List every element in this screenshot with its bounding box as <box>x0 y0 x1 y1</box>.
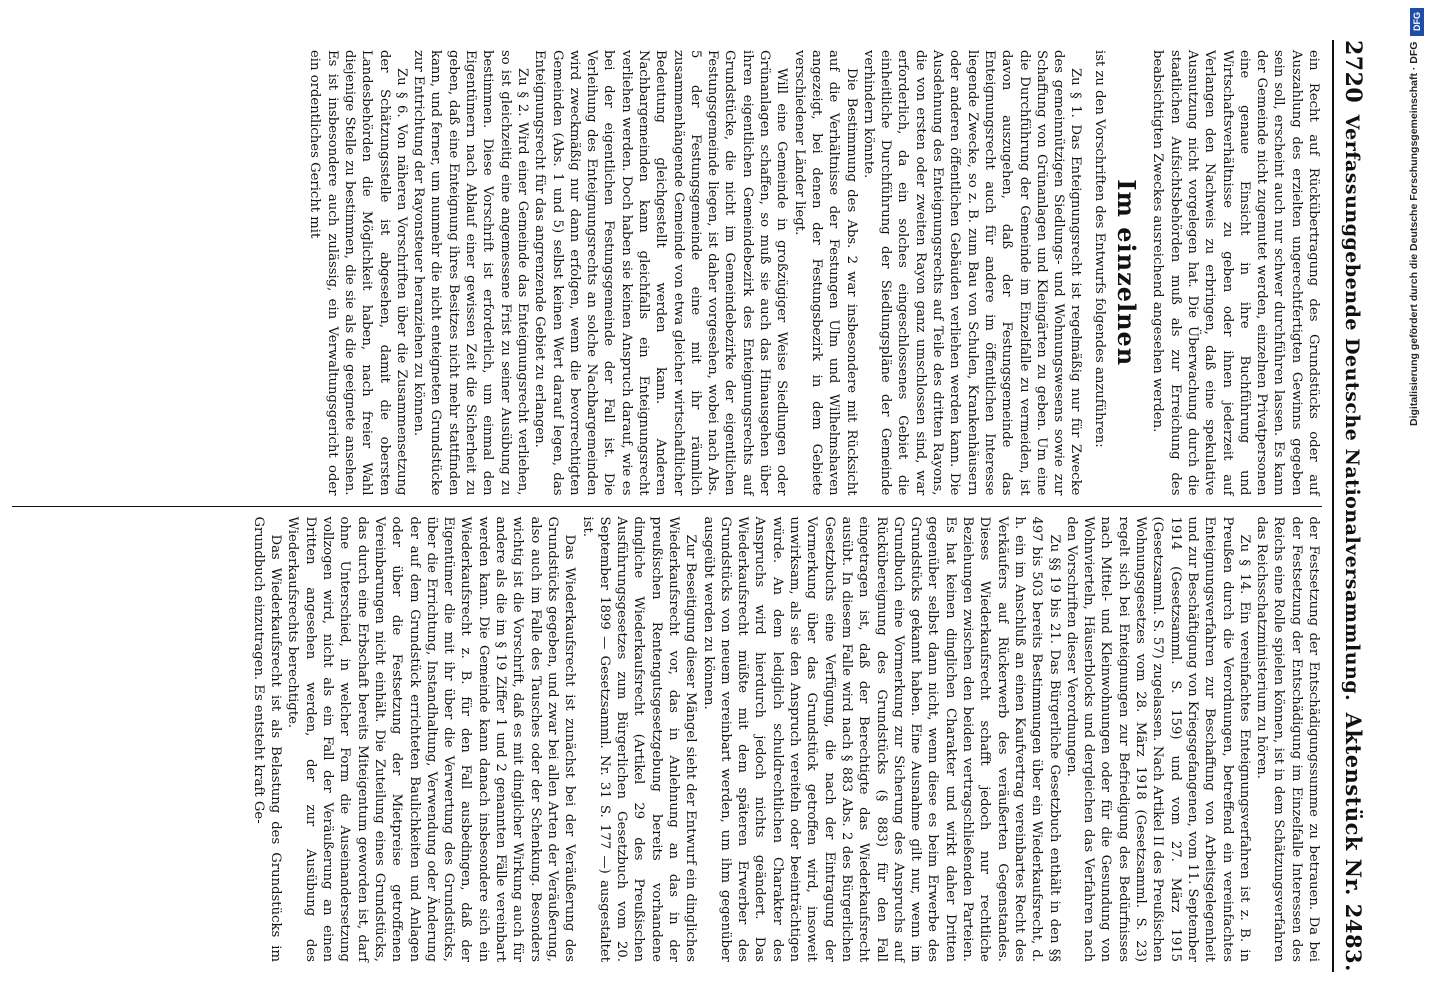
page-number: 2720 <box>1340 40 1366 104</box>
dfg-logo: DFG <box>1410 8 1424 36</box>
paragraph: der Festsetzung der Entschädigungssumme zu betrauen. Da bei der Festsetzung der Entschädigung im Einzelfalle Interessen des Reichs eine Rolle spielen können, ist in dem Schätzungsverfahren das Reichsschatzministerium zu hören. <box>1254 516 1321 962</box>
publication-title: Verfassunggebende Deutsche Nationalversammlung. <box>1341 114 1363 702</box>
paragraph: ist zu den Vorschriften des Entwurfs folgendes anzuführen: <box>1091 50 1107 448</box>
paragraph: Die Bestimmung des Abs. 2 war insbesondere mit Rücksicht auf die Verhältnisse der Festungen Ulm und Wilhelmshaven angezeigt, bei denen der Festungsbezirk in dem Gebiete verschiedener Länder liegt. <box>791 50 859 496</box>
paragraph: ein Recht auf Rückübertragung des Grundstücks oder auf Auszahlung des erzielten ungerechtfertigten Gewinns gegeben sein soll, erscheint auch nur schwer durchführen lassen. Es kann der Gemeinde nicht zugemutet werden, einzelnen Privatpersonen eine genaue Einsicht in ihre Buchführung und Wirtschaftsverhältnisse zu geben oder ihnen jederzeit auf Verlangen den Nachweis zu erbringen, daß eine spekulative Ausnutzung nicht vorgelegen hat. Die Überwachung durch die staatlichen Aufsichtsbehörden muß als zur Erreichung des beabsichtigten Zweckes ausreichend angesehen werden. <box>1150 50 1321 496</box>
paragraph: Zu § 2. Wird einer Gemeinde das Enteignungsrecht verliehen, so ist gleichzeitig eine angemessene Frist zu seiner Ausübung zu bestimmen. Diese Vorschrift ist erforderlich, um einmal den Eigentümern nach Ablauf einer gewissen Zeit die Sicherheit zu geben, daß eine Enteignung ihres Besitzes nicht mehr stattfinden kann, und ferner, um nunmehr die nicht enteigneten Grundstücke zur Entrichtung der Rayonsteuer heranziehen zu können. <box>411 50 530 496</box>
section-heading: Im einzelnen <box>1112 179 1142 367</box>
digitization-sidebar <box>1400 0 1434 1000</box>
paragraph: Zu § 1. Das Enteignungsrecht ist regelmäßig nur für Zwecke des gemeinnützigen Siedlungs- und Wohnungswesens sowie zur Schaffung von Grünanlagen und Kleingärten zu geben. Um eine die Durchführung der Gemeinde im Einzelfalle zu vermeiden, ist davon auszugehen, daß der Festungsgemeinde das Enteignungsrecht auch für andere im öffentlichen Interesse liegende Zwecke, so z. B. zum Bau von Schulen, Krankenhäusern oder anderen öffentlichen Gebäuden verliehen werden kann. Die Ausdehnung des Enteignungsrechts auf Teile des dritten Rayons, die von ersten oder zweiten Rayon ganz umschlossen sind, war erforderlich, da ein solches eingeschlossenes Gebiet die einheitliche Durchführung der Siedlungspläne der Gemeinde verhindern könnte. <box>860 50 1084 496</box>
paragraph: Zu § 6. Von näheren Vorschriften über die Zusammensetzung der Schätzungsstelle ist abgesehen, damit die obersten Landesbehörden die Möglichkeit haben, nach freier Wahl diejenige Stelle zu bestimmen, die sie als die geeignete ansehen. Es ist insbesondere auch zulässig, ein Verwaltungsgericht oder ein ordentliches Gericht mit <box>307 50 409 496</box>
left-column <box>12 40 1322 506</box>
text-columns <box>12 40 1322 972</box>
paragraph: Zu § 14. Ein vereinfachtes Enteignungsverfahren ist z. B. in Preußen durch die Verordnungen, betreffend ein vereinfachtes Enteignungsverfahren zur Beschaffung von Arbeitsgelegenheit und zur Beschäftigung von Kriegsgefangenen, vom 11. September 1914 (Gesetzsamml. S. 159) und vom 27. März 1915 (Gesetzsamml. S. 57) zugelassen. Nach Artikel II des Preußischen Wohnungsgesetzes vom 28. März 1918 (Gesetzsamml. S. 23) regelt sich bei Enteignungen zur Befriedigung des Bedürfnisses nach Mittel- und Kleinwohnungen oder für die Gesundung von Wohnvierteln, Häuserblocks und dergleichen das Verfahren nach den Vorschriften dieser Verordnungen. <box>1063 516 1252 962</box>
funding-credit: Digitalisierung gefördert durch die Deutsche Forschungsgemeinschaft · DFG <box>1408 42 1420 427</box>
page-header <box>1332 40 1366 972</box>
paragraph: Das Wiederkaufsrecht ist zunächst bei der Veräußerung des Grundstücks gegeben, und zwar bei allen Arten der Veräußerung, also auch im Falle des Tausches oder der Schenkung. Besonders wichtig ist die Vorschrift, daß es mit dinglicher Wirkung auch für andere als die im § 19 Ziffer 1 und 2 genannten Fälle vereinbart werden kann. Die Gemeinde kann danach insbesondere sich ein Wiederkaufsrecht z. B. für den Fall ausbedingen, daß der Eigentümer die mit ihr über die Verwertung des Grundstücks, über die Errichtung, Instandhaltung, Verwendung oder Änderung der auf dem Grundstück errichteten Baulichkeiten und Anlagen oder über die Festsetzung der Mietpreise getroffenen Vereinbarungen nicht einhält. Die Zuteilung eines Grundstücks, das durch eine Erbschaft bereits Miteigentum geworden ist, darf ohne Unterschied, in welcher Form die Auseinandersetzung vollzogen wird, nicht als ein Fall der Veräußerung an einen Dritten angesehen werden, der zur Ausübung des Wiederkaufsrechts berechtigte. <box>285 516 578 962</box>
right-column <box>12 506 1322 973</box>
paragraph: Zu §§ 19 bis 21. Das Bürgerliche Gesetzbuch enthält in den §§ 497 bis 503 bereits Bestimmungen über ein Wiederkaufsrecht, d. h. ein im Anschluß an einen Kaufvertrag vereinbartes Recht des Verkäufers auf Rückerwerb des veräußerten Gegenstandes. Dieses Wiederkaufsrecht schafft jedoch nur rechtliche Beziehungen zwischen den beiden vertragschließenden Parteien. Es hat keinen dinglichen Charakter und wirkt daher Dritten gegenüber selbst dann nicht, wenn diese es beim Erwerbe des Grundstücks gekannt haben. Eine Ausnahme gilt nur, wenn im Grundbuch eine Vormerkung zur Sicherung des Anspruchs auf Rückübereignung des Grundstücks (§ 883) für den Fall eingetragen ist, daß der Berechtigte das Wiederkaufsrecht ausübt. In diesem Falle wird nach § 883 Abs. 2 des Bürgerlichen Gesetzbuchs eine Verfügung, die nach der Eintragung der Vormerkung über das Grundstück getroffen wird, insoweit unwirksam, als sie den Anspruch vereiteln oder beeinträchtigen würde. An dem lediglich schuldrechtlichen Charakter des Anspruchs wird hierdurch jedoch nichts geändert. Das Wiederkaufsrecht müßte mit dem späteren Erwerber des Grundstücks von neuem vereinbart werden, um ihm gegenüber ausgeübt werden zu können. <box>700 516 1062 962</box>
paragraph: Zur Beseitigung dieser Mängel sieht der Entwurf ein dingliches Wiederkaufsrecht vor, das in Anlehnung an das in der preußischen Rentengutsgesetzgebung bereits vorhandene dingliche Wiederkaufsrecht (Artikel 29 des Preußischen Ausführungsgesetzes zum Bürgerlichen Gesetzbuch vom 20. September 1899 — Gesetzsamml. Nr. 31 S. 177 —) ausgestaltet ist. <box>579 516 699 962</box>
paragraph: Das Wiederkaufsrecht ist als Belastung des Grundstücks im Grundbuch einzutragen. Es entsteht kraft Ge- <box>250 516 284 962</box>
paragraph: Will eine Gemeinde in großzügiger Weise Siedlungen oder Grünanlagen schaffen, so muß sie auch das Hinausgehen über ihren eigentlichen Gemeindebezirk des Enteignungsrechts auf Grundstücke, die nicht im Gemeindebezirke der eigentlichen Festungsgemeinde liegen, ist daher vorgesehen, wobei nach Abs. 5 der Festungsgemeinde eine mit ihr räumlich zusammenhängende Gemeinde von etwa gleicher wirtschaftlicher Bedeutung gleichgestellt werden kann. Anderen Nachbargemeinden kann gleichfalls ein Enteignungsrecht verliehen werden. Doch haben sie keinen Anspruch darauf, wie es bei der eigentlichen Festungsgemeinde der Fall ist. Die Verleihung des Enteignungsrechts an solche Nachbargemeinden wird zweckmäßig nur dann erfolgen, wenn die bevorrechtigten Gemeinden (Abs. 1 und 5) selbst keinen Wert darauf legen, das Enteignungsrecht für das angrenzende Gebiet zu erlangen. <box>532 50 790 496</box>
document-reference: Aktenstück Nr. 2483. <box>1341 712 1366 972</box>
